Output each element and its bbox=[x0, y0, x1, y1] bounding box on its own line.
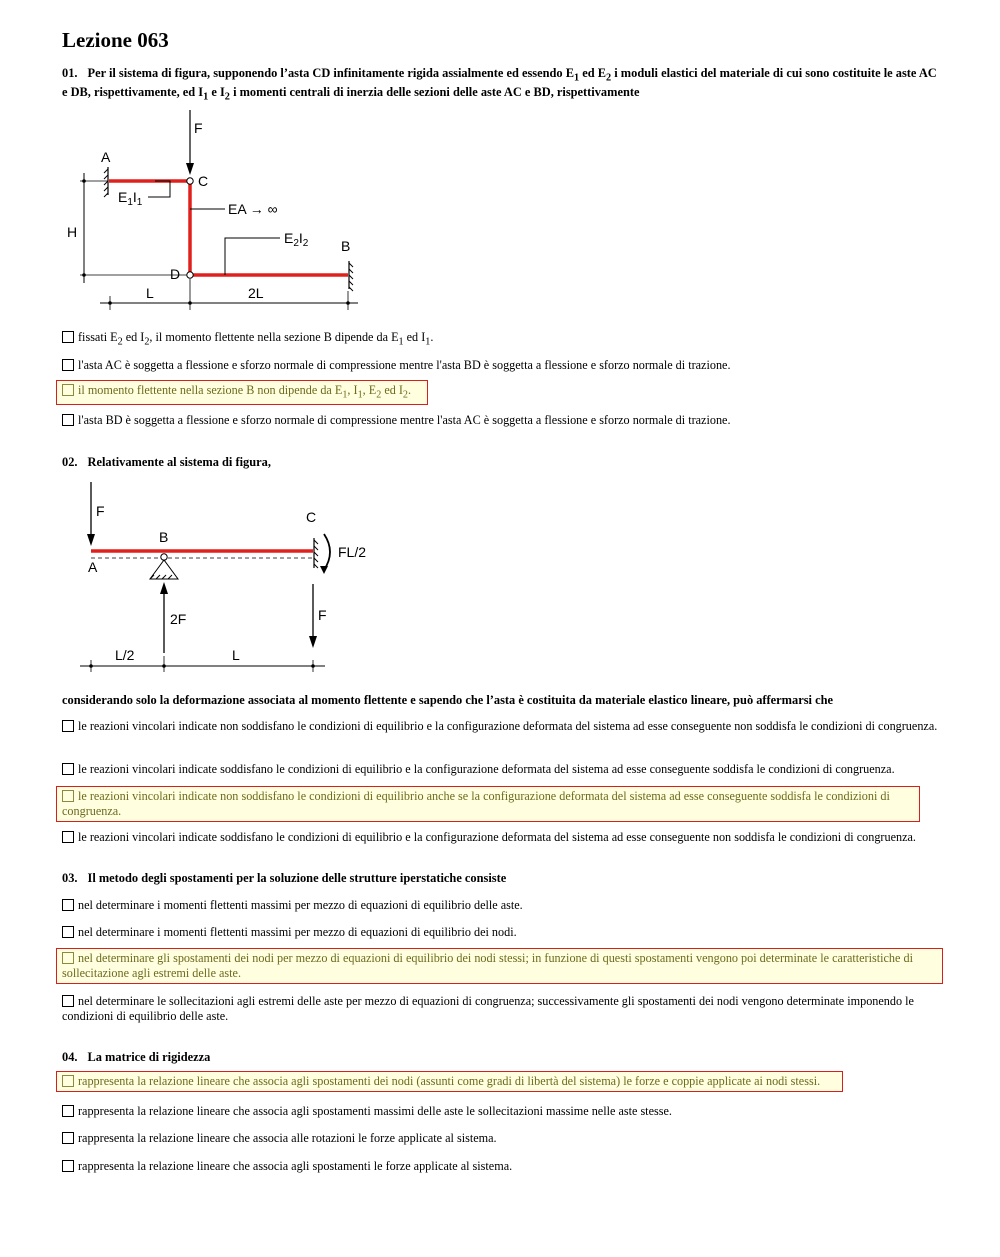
page-title: Lezione 063 bbox=[62, 28, 169, 52]
question-number: 02. bbox=[62, 455, 78, 469]
question-02: 02. Relativamente al sistema di figura, bbox=[62, 455, 271, 469]
question-number: 01. bbox=[62, 66, 78, 80]
question-04: 04. La matrice di rigidezza bbox=[62, 1050, 211, 1064]
question-02-continuation: considerando solo la deformazione associata al momento flettente e sapendo che l’asta è costituita da materiale elastico lineare, può affermarsi che bbox=[62, 693, 833, 707]
label-A: A bbox=[101, 149, 111, 165]
label-A: A bbox=[88, 559, 98, 575]
option-04-c[interactable]: rappresenta la relazione lineare che associa alle rotazioni le forze applicate al sistema. bbox=[62, 1131, 942, 1146]
option-03-a[interactable]: nel determinare i momenti flettenti massimi per mezzo di equazioni di equilibrio delle aste. bbox=[62, 898, 942, 913]
figure-beam bbox=[70, 478, 390, 678]
checkbox[interactable] bbox=[62, 763, 74, 775]
checkbox[interactable] bbox=[62, 831, 74, 843]
label-L2: L/2 bbox=[115, 647, 135, 663]
label-L: L bbox=[146, 285, 154, 301]
option-02-c-correct[interactable]: le reazioni vincolari indicate non soddisfano le condizioni di equilibrio anche se la configurazione deformata del sistema ad esse conseguente soddisfa le condizioni di congruenza. bbox=[56, 786, 920, 822]
label-E1I1: $E_1I_1$ bbox=[118, 189, 143, 208]
checkbox[interactable] bbox=[62, 952, 74, 964]
option-02-d[interactable]: le reazioni vincolari indicate soddisfano le condizioni di equilibrio e la configurazione deformata del sistema ad esse conseguente non soddisfa le condizioni di congruenza. bbox=[62, 830, 942, 845]
label-F-down: F bbox=[318, 607, 327, 623]
option-03-c-correct[interactable]: nel determinare gli spostamenti dei nodi per mezzo di equazioni di equilibrio dei nodi stessi; in funzione di questi spostamenti vengono poi determinate le caratteristiche di sollecitazione agli estremi delle aste. bbox=[56, 948, 943, 984]
label-C: C bbox=[198, 173, 209, 189]
label-FL2: FL/2 bbox=[338, 544, 367, 560]
checkbox[interactable] bbox=[62, 359, 74, 371]
checkbox[interactable] bbox=[62, 384, 74, 396]
option-01-c-correct[interactable]: il momento flettente nella sezione B non dipende da $E_1$, $I_1$, $E_2$ ed $I_2$. bbox=[56, 380, 428, 405]
option-02-b[interactable]: le reazioni vincolari indicate soddisfano le condizioni di equilibrio e la configurazione deformata del sistema ad esse conseguente soddisfa le condizioni di congruenza. bbox=[62, 762, 942, 777]
label-2L: 2L bbox=[248, 285, 264, 301]
question-number: 03. bbox=[62, 871, 78, 885]
question-01: 01. Per il sistema di figura, supponendo l’asta CD infinitamente rigida assialmente ed essendo $E_1$ ed $E_2$ i moduli elastici del materiale di cui sono costituite le aste AC e DB, rispettivamente, ed $I_1$ e $I_2$ i momenti centrali di inerzia delle sezioni delle aste AC e BD, rispettivamente bbox=[62, 66, 937, 103]
option-04-a-correct[interactable]: rappresenta la relazione lineare che associa agli spostamenti dei nodi (assunti come gradi di libertà del sistema) le forze e coppie applicate ai nodi stessi. bbox=[56, 1071, 843, 1092]
option-04-d[interactable]: rappresenta la relazione lineare che associa agli spostamenti le forze applicate al sistema. bbox=[62, 1159, 942, 1174]
question-03: 03. Il metodo degli spostamenti per la soluzione delle strutture iperstatiche consiste bbox=[62, 871, 507, 885]
checkbox[interactable] bbox=[62, 414, 74, 426]
label-D: D bbox=[170, 266, 181, 282]
option-04-b[interactable]: rappresenta la relazione lineare che associa agli spostamenti massimi delle aste le sollecitazioni massime nelle aste stesse. bbox=[62, 1104, 942, 1119]
option-03-d[interactable]: nel determinare le sollecitazioni agli estremi delle aste per mezzo di equazioni di congruenza; successivamente gli spostamenti dei nodi vengono determinate imponendo le condizioni di equilibrio delle aste. bbox=[62, 994, 914, 1023]
label-EA: EA → ∞ bbox=[228, 201, 278, 217]
checkbox[interactable] bbox=[62, 995, 74, 1007]
label-B: B bbox=[341, 238, 351, 254]
checkbox[interactable] bbox=[62, 926, 74, 938]
label-F: F bbox=[194, 120, 203, 136]
checkbox[interactable] bbox=[62, 720, 74, 732]
option-01-d[interactable]: l'asta BD è soggetta a flessione e sforzo normale di compressione mentre l'asta AC è soggetta a flessione e sforzo normale di trazione. bbox=[62, 413, 942, 428]
checkbox[interactable] bbox=[62, 1160, 74, 1172]
option-01-a[interactable]: fissati $E_2$ ed $I_2$, il momento flettente nella sezione B dipende da $E_1$ ed $I_1$. bbox=[62, 330, 942, 349]
option-01-b[interactable]: l'asta AC è soggetta a flessione e sforzo normale di compressione mentre l'asta BD è soggetta a flessione e sforzo normale di trazione. bbox=[62, 358, 942, 373]
question-number: 04. bbox=[62, 1050, 78, 1064]
option-02-a[interactable]: le reazioni vincolari indicate non soddisfano le condizioni di equilibrio e la configurazione deformata del sistema ad esse conseguente non soddisfa le condizioni di congruenza. bbox=[62, 719, 942, 734]
label-2F: 2F bbox=[170, 611, 187, 627]
label-E2I2: $E_2I_2$ bbox=[284, 230, 309, 249]
checkbox[interactable] bbox=[62, 899, 74, 911]
label-L: L bbox=[232, 647, 240, 663]
figure-frame-structure bbox=[60, 105, 380, 320]
checkbox[interactable] bbox=[62, 1105, 74, 1117]
checkbox[interactable] bbox=[62, 1132, 74, 1144]
label-F-top: F bbox=[96, 503, 105, 519]
checkbox[interactable] bbox=[62, 331, 74, 343]
label-B: B bbox=[159, 529, 169, 545]
checkbox[interactable] bbox=[62, 1075, 74, 1087]
checkbox[interactable] bbox=[62, 790, 74, 802]
option-03-b[interactable]: nel determinare i momenti flettenti massimi per mezzo di equazioni di equilibrio dei nodi. bbox=[62, 925, 942, 940]
label-C: C bbox=[306, 509, 317, 525]
label-H: H bbox=[67, 224, 78, 240]
